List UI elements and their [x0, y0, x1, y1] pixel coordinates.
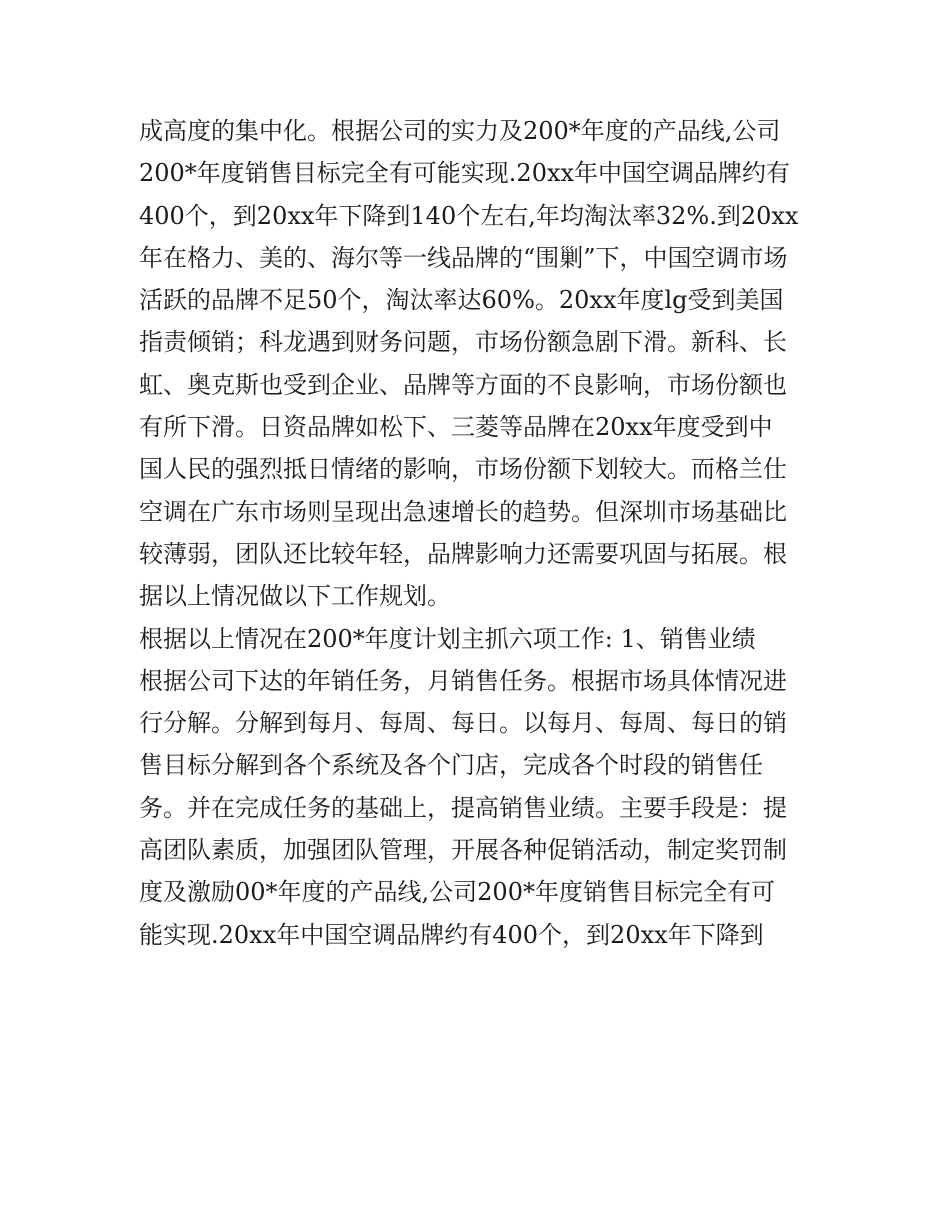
text-line: 务。并在完成任务的基础上，提高销售业绩。主要手段是：提 — [139, 793, 787, 822]
text-line: 根据公司下达的年销任务，月销售任务。根据市场具体情况进 — [139, 666, 787, 695]
text-line: 据以上情况做以下工作规划。 — [139, 582, 451, 611]
text-line: 400个，到20xx年下降到140个左右,年均淘汰率32%.到20xx — [139, 201, 799, 230]
text-line: 成高度的集中化。根据公司的实力及200*年度的产品线,公司 — [139, 117, 781, 145]
text-line: 较薄弱，团队还比较年轻，品牌影响力还需要巩固与拓展。根 — [139, 539, 787, 568]
text-line: 空调在广东市场则呈现出急速增长的趋势。但深圳市场基础比 — [139, 497, 787, 526]
text-line: 活跃的品牌不足50个，淘汰率达60%。20xx年度lg受到美国 — [139, 286, 784, 315]
text-line: 有所下滑。日资品牌如松下、三菱等品牌在20xx年度受到中 — [139, 413, 773, 442]
document-body — [139, 110, 819, 956]
text-line: 年在格力、美的、海尔等一线品牌的“围剿”下，中国空调市场 — [139, 243, 788, 272]
text-line: 200*年度销售目标完全有可能实现.20xx年中国空调品牌约有 — [139, 159, 791, 188]
text-line: 虹、奥克斯也受到企业、品牌等方面的不良影响，市场份额也 — [139, 370, 787, 399]
text-line: 根据以上情况在200*年度计划主抓六项工作: 1、销售业绩 — [139, 624, 756, 653]
text-line: 售目标分解到各个系统及各个门店，完成各个时段的销售任 — [139, 751, 763, 780]
text-line: 能实现.20xx年中国空调品牌约有400个，到20xx年下降到 — [139, 920, 764, 949]
text-line: 指责倾销；科龙遇到财务问题，市场份额急剧下滑。新科、长 — [139, 328, 787, 357]
text-line: 度及激励00*年度的产品线,公司200*年度销售目标完全有可 — [139, 878, 775, 907]
text-line: 高团队素质，加强团队管理，开展各种促销活动，制定奖罚制 — [139, 836, 787, 865]
text-line: 行分解。分解到每月、每周、每日。以每月、每周、每日的销 — [139, 709, 787, 738]
text-line: 国人民的强烈抵日情绪的影响，市场份额下划较大。而格兰仕 — [139, 455, 787, 484]
